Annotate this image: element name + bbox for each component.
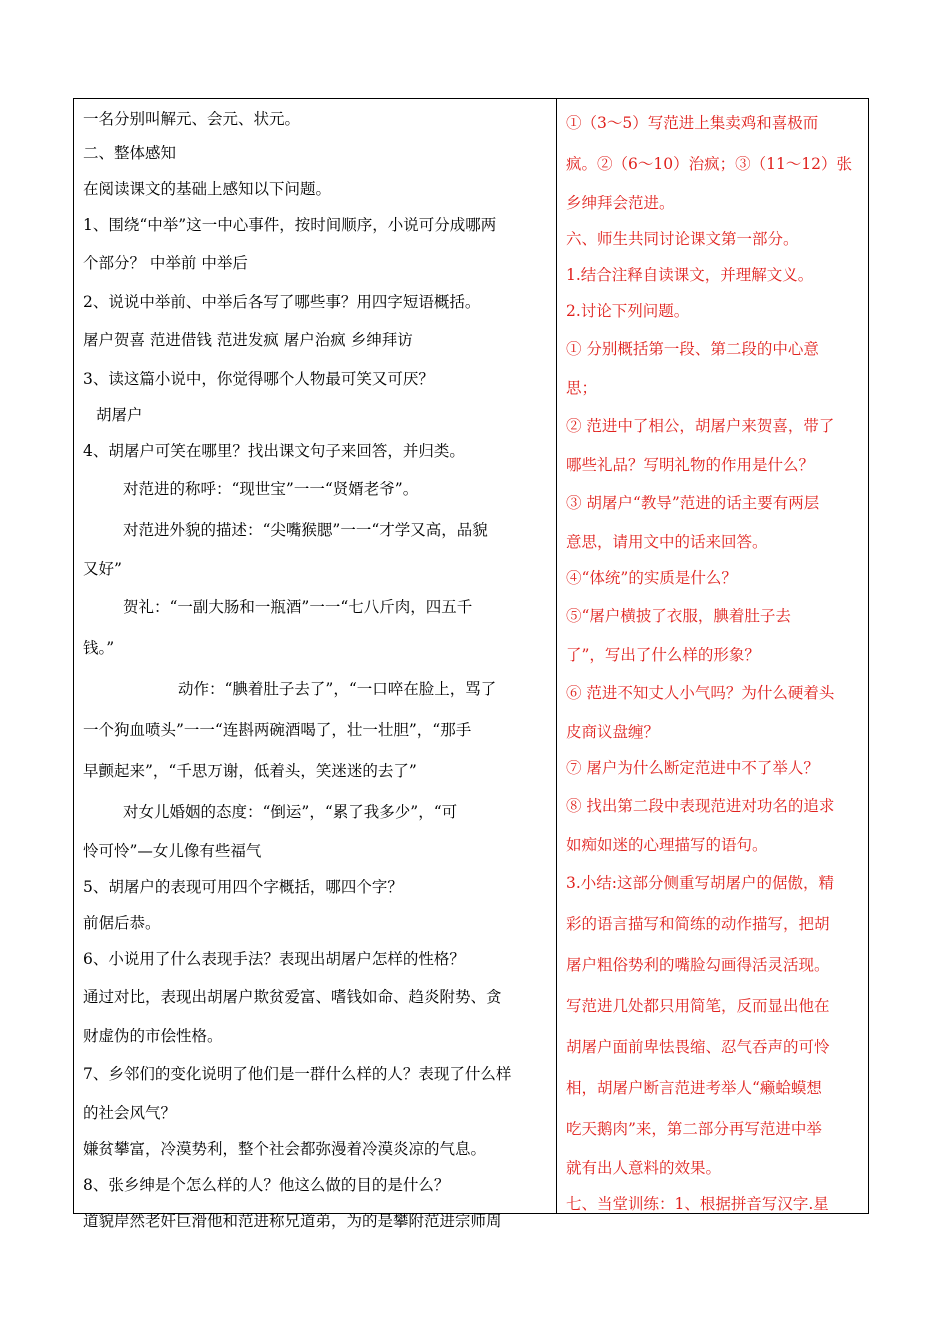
left-text-line: 屠户贺喜 范进借钱 范进发疯 屠户治疯 乡绅拜访 bbox=[83, 331, 413, 349]
left-text-line: 个部分？ 中举前 中举后 bbox=[83, 254, 248, 272]
right-text-line: 胡屠户面前卑怯畏缩、忍气吞声的可怜 bbox=[566, 1038, 830, 1056]
left-text-line: 贺礼：“一副大肠和一瓶酒”一一“七八斤肉，四五千 bbox=[123, 598, 473, 616]
right-text-line: 3.小结:这部分侧重写胡屠户的倨傲，精 bbox=[566, 874, 835, 892]
right-text-line: 七、当堂训练：1、根据拼音写汉字.星 bbox=[566, 1195, 829, 1213]
right-text-line: 吃天鹅肉”来，第二部分再写范进中举 bbox=[566, 1120, 822, 1138]
right-text-line: ①（3～5）写范进上集卖鸡和喜极而 bbox=[566, 114, 819, 132]
right-text-line: ⑥ 范进不知丈人小气吗？为什么硬着头 bbox=[566, 684, 835, 702]
right-text-line: 乡绅拜会范进。 bbox=[566, 194, 675, 212]
left-text-line: 1、围绕“中举”这一中心事件，按时间顺序，小说可分成哪两 bbox=[83, 216, 497, 234]
left-text-line: 的社会风气？ bbox=[83, 1104, 177, 1122]
left-text-line: 道貌岸然老奸巨滑他和范进称兄道弟，为的是攀附范进宗师周 bbox=[83, 1212, 502, 1230]
right-text-line: 意思，请用文中的话来回答。 bbox=[566, 533, 768, 551]
left-text-line: 又好” bbox=[83, 560, 122, 578]
left-text-line: 胡屠户 bbox=[96, 406, 143, 424]
right-text-line: 了”，写出了什么样的形象？ bbox=[566, 646, 760, 664]
right-text-line: 六、师生共同讨论课文第一部分。 bbox=[566, 230, 799, 248]
right-text-line: 屠户粗俗势利的嘴脸勾画得活灵活现。 bbox=[566, 956, 830, 974]
left-text-line: 嫌贫攀富，冷漠势利，整个社会都弥漫着冷漠炎凉的气息。 bbox=[83, 1140, 487, 1158]
left-text-line: 通过对比，表现出胡屠户欺贫爱富、嗜钱如命、趋炎附势、贪 bbox=[83, 988, 502, 1006]
right-text-line: ③ 胡屠户“教导”范进的话主要有两层 bbox=[566, 494, 820, 512]
left-text-line: 5、胡屠户的表现可用四个字概括，哪四个字？ bbox=[83, 878, 403, 896]
right-text-line: 皮商议盘缠？ bbox=[566, 723, 660, 741]
left-text-line: 前倨后恭。 bbox=[83, 914, 161, 932]
left-text-line: 一个狗血喷头”一一“连斟两碗酒喝了，壮一壮胆”，“那手 bbox=[83, 721, 472, 739]
lesson-table bbox=[73, 98, 869, 1230]
right-text-line: ④“体统”的实质是什么？ bbox=[566, 569, 737, 587]
right-text-line: ⑦ 屠户为什么断定范进中不了举人？ bbox=[566, 759, 819, 777]
right-text-line: ① 分别概括第一段、第二段的中心意 bbox=[566, 340, 819, 358]
left-text-line: 钱。” bbox=[83, 639, 115, 657]
left-text-line: 6、小说用了什么表现手法？表现出胡屠户怎样的性格？ bbox=[83, 950, 465, 968]
right-text-line: 相，胡屠户断言范进考举人“癞蛤蟆想 bbox=[566, 1079, 822, 1097]
right-text-line: 写范进几处都只用简笔，反而显出他在 bbox=[566, 997, 830, 1015]
left-text-line: 8、张乡绅是个怎么样的人？他这么做的目的是什么？ bbox=[83, 1176, 450, 1194]
left-text-line: 在阅读课文的基础上感知以下问题。 bbox=[83, 180, 332, 198]
left-text-line: 3、读这篇小说中，你觉得哪个人物最可笑又可厌？ bbox=[83, 370, 434, 388]
right-text-line: 彩的语言描写和简练的动作描写，把胡 bbox=[566, 915, 830, 933]
left-text-line: 早颤起来”，“千思万谢，低着头，笑迷迷的去了” bbox=[83, 762, 417, 780]
left-text-line: 对女儿婚姻的态度：“倒运”，“累了我多少”，“可 bbox=[123, 803, 458, 821]
right-text-line: 疯。②（6～10）治疯；③（11～12）张 bbox=[566, 155, 853, 173]
right-text-line: 2.讨论下列问题。 bbox=[566, 302, 690, 320]
right-text-line: ⑤“屠户横披了衣服，腆着肚子去 bbox=[566, 607, 791, 625]
right-text-line: 思； bbox=[566, 379, 598, 397]
right-column bbox=[557, 99, 868, 1213]
left-text-line: 2、说说中举前、中举后各写了哪些事？用四字短语概括。 bbox=[83, 293, 481, 311]
right-text-line: ⑧ 找出第二段中表现范进对功名的追求 bbox=[566, 797, 835, 815]
left-text-line: 二、整体感知 bbox=[83, 144, 177, 162]
left-text-line: 对范进外貌的描述：“尖嘴猴腮”一一“才学又高，品貌 bbox=[123, 521, 488, 539]
left-text-line: 4、胡屠户可笑在哪里？找出课文句子来回答，并归类。 bbox=[83, 442, 465, 460]
left-text-line: 动作：“腆着肚子去了”，“一口啐在脸上，骂了 bbox=[178, 680, 497, 698]
right-text-line: 1.结合注释自读课文，并理解文义。 bbox=[566, 266, 814, 284]
left-text-line: 怜可怜”—女儿像有些福气 bbox=[83, 842, 262, 860]
left-text-line: 一名分别叫解元、会元、状元。 bbox=[83, 110, 301, 128]
right-text-line: 如痴如迷的心理描写的语句。 bbox=[566, 836, 768, 854]
left-column bbox=[74, 99, 557, 1230]
right-text-line: 哪些礼品？写明礼物的作用是什么？ bbox=[566, 456, 815, 474]
left-text-line: 财虚伪的市侩性格。 bbox=[83, 1027, 223, 1045]
left-text-line: 对范进的称呼：“现世宝”一一“贤婿老爷”。 bbox=[123, 480, 419, 498]
left-text-line: 7、乡邻们的变化说明了他们是一群什么样的人？表现了什么样 bbox=[83, 1065, 512, 1083]
right-text-line: ② 范进中了相公，胡屠户来贺喜，带了 bbox=[566, 417, 835, 435]
right-text-line: 就有出人意料的效果。 bbox=[566, 1159, 722, 1177]
